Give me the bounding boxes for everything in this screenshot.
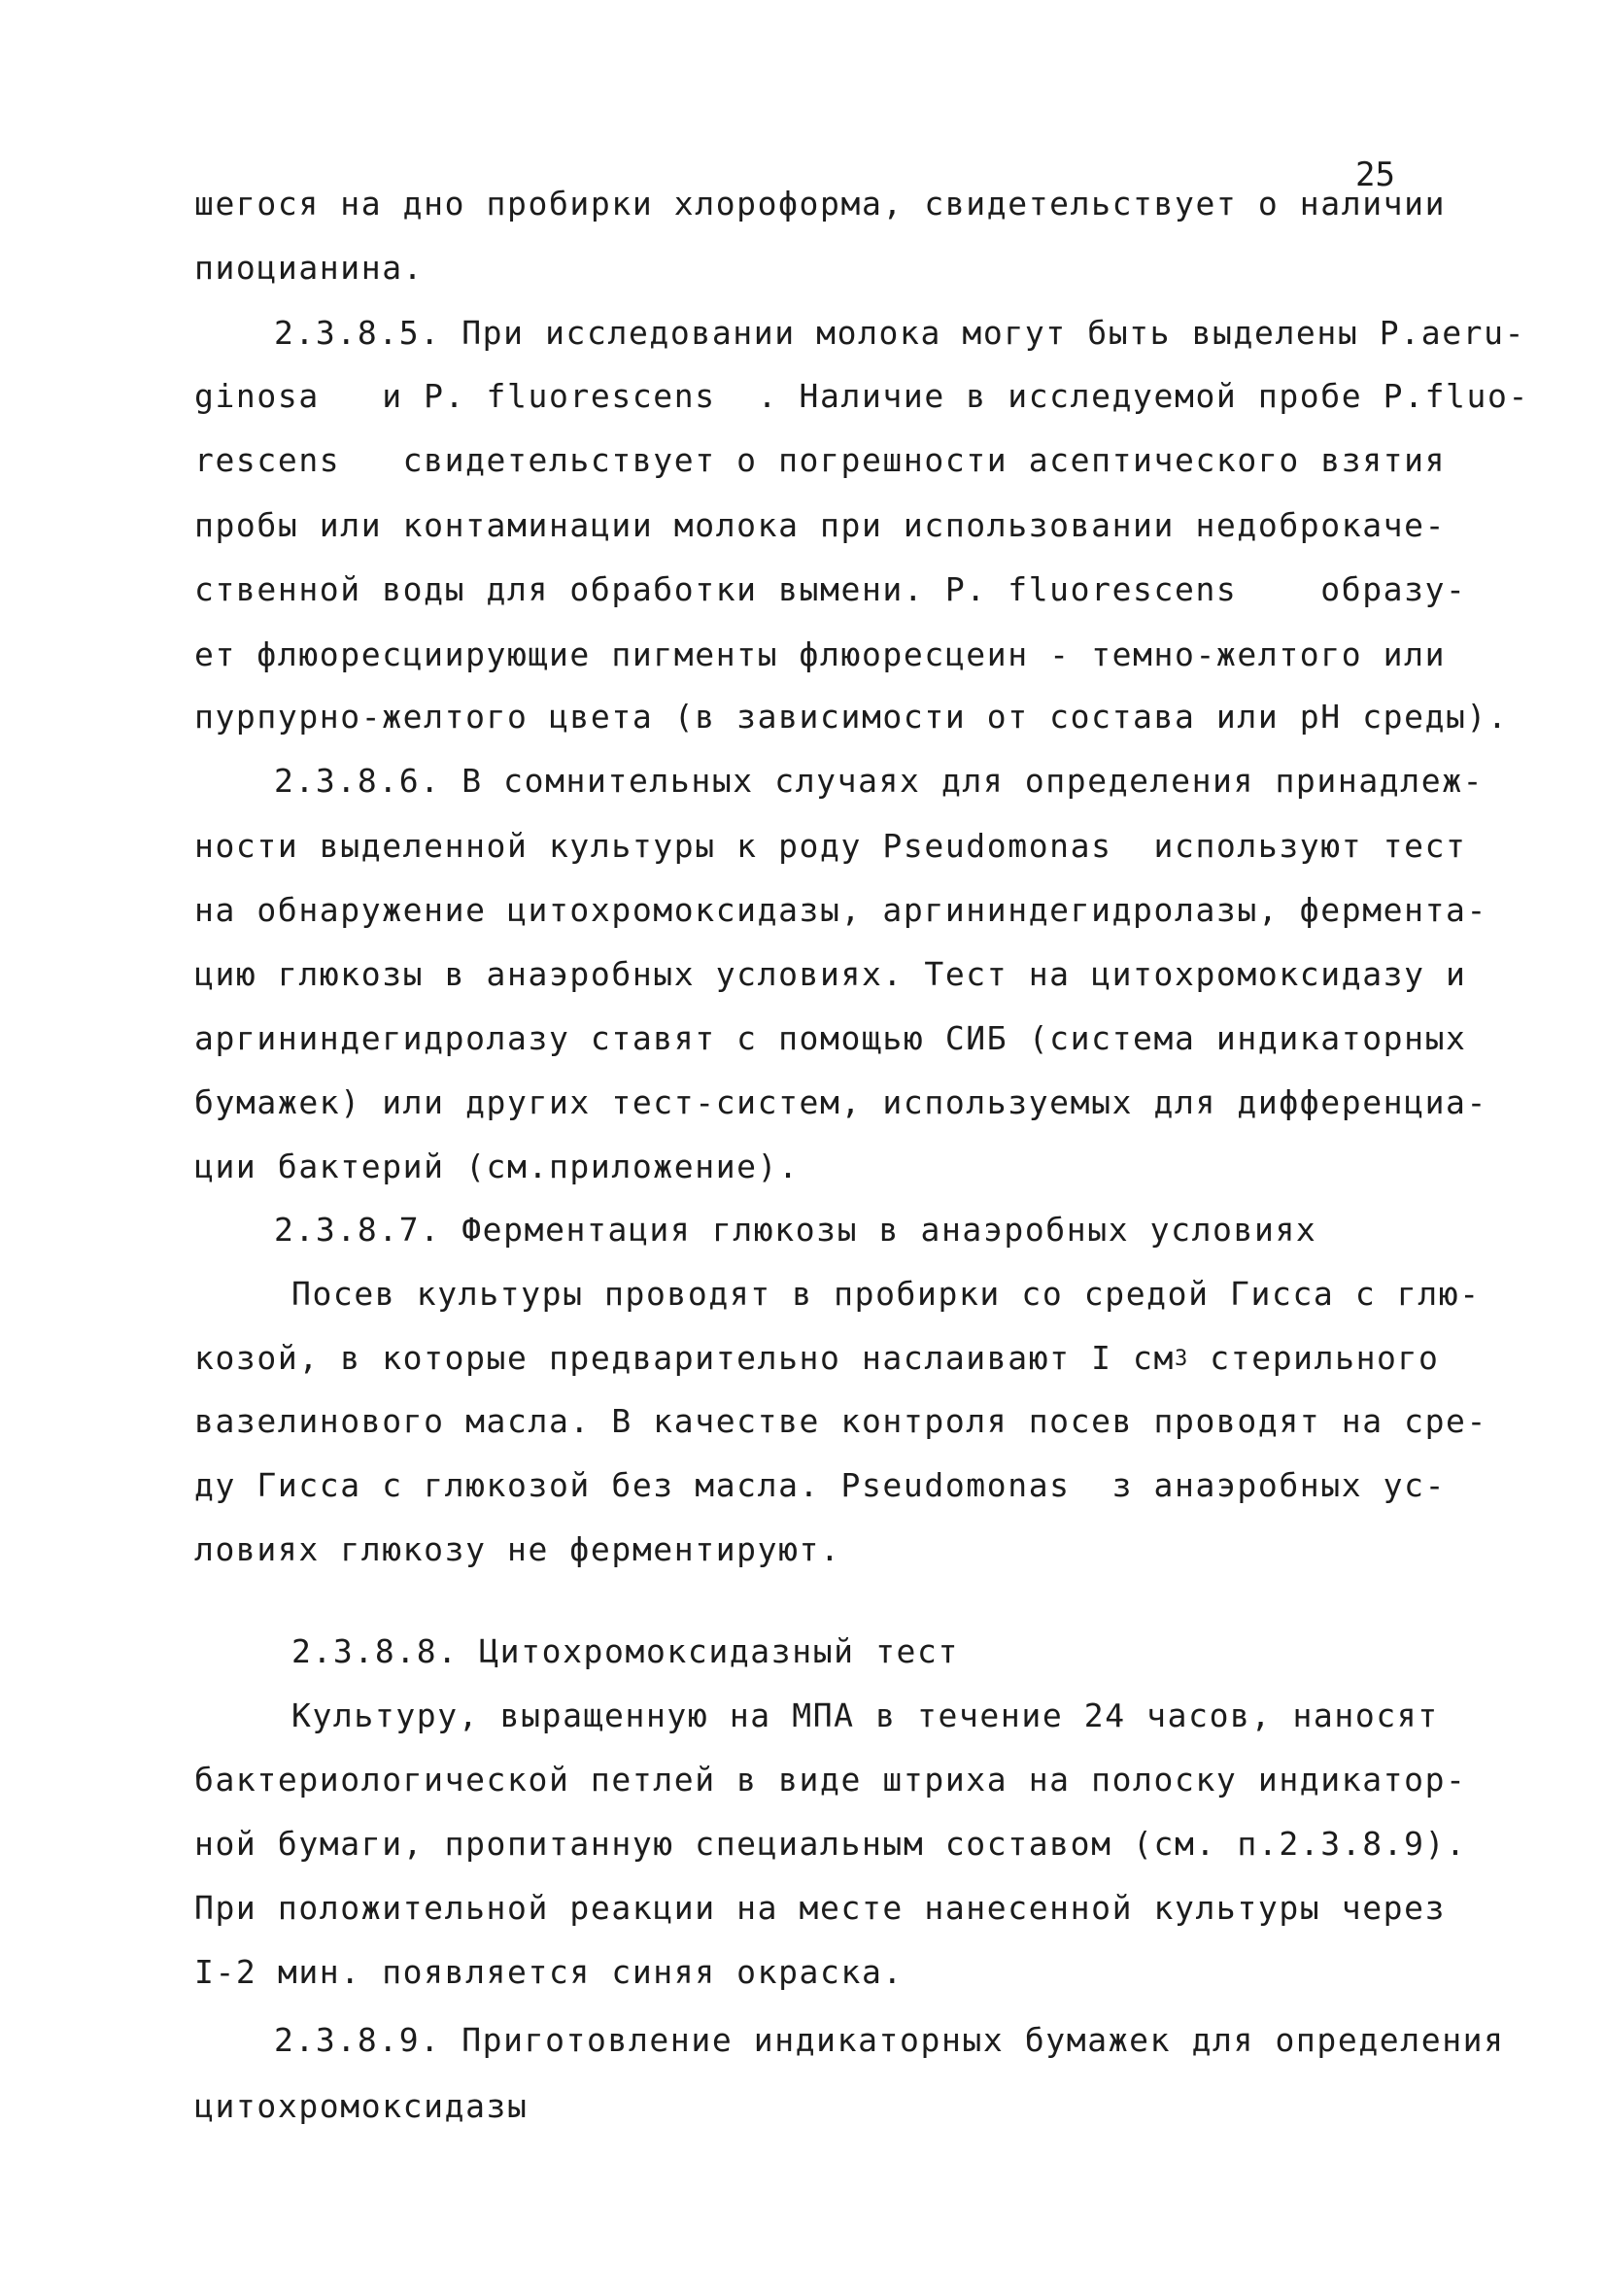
text-line: rescens свидетельствует о погрешности асептического взятия <box>194 441 1447 479</box>
text-line: бумажек) или других тест-систем, используемых для дифференциа- <box>194 1083 1487 1121</box>
text-line-with-superscript <box>194 1339 1439 1378</box>
text-line: вазелинового масла. В качестве контроля посев проводят на сре- <box>194 1402 1487 1440</box>
text-line: ловиях глюкозу не ферментируют. <box>194 1530 841 1568</box>
text-line: пиоцианина. <box>194 249 425 287</box>
text-line: ginosa и P. fluorescens . Наличие в исследуемой пробе P.fluo- <box>194 377 1529 415</box>
text-line: Посев культуры проводят в пробирки со средой Гисса с глю- <box>291 1275 1481 1313</box>
text-line: пурпурно-желтого цвета (в зависимости от состава или pH среды). <box>194 698 1509 736</box>
text-line: цитохромоксидазы <box>194 2087 529 2125</box>
superscript: 3 <box>1174 1347 1189 1371</box>
text-line: пробы или контаминации молока при использовании недоброкаче- <box>194 506 1447 544</box>
page-number: 25 <box>1355 155 1395 194</box>
text-line: ду Гисса с глюкозой без масла. Pseudomonas з анаэробных ус- <box>194 1466 1447 1504</box>
text-line: При положительной реакции на месте нанесенной культуры через <box>194 1889 1447 1927</box>
text-line: ственной воды для обработки вымени. P. fluorescens образу- <box>194 570 1467 608</box>
text-line: бактериологической петлей в виде штриха на полоску индикатор- <box>194 1761 1467 1799</box>
text-line: аргининдегидролазу ставят с помощью СИБ (система индикаторных <box>194 1019 1467 1057</box>
text-line: ной бумаги, пропитанную специальным составом (см. п.2.3.8.9). <box>194 1825 1467 1863</box>
text-line: I-2 мин. появляется синяя окраска. <box>194 1953 904 1991</box>
text-line: на обнаружение цитохромоксидазы, аргининдегидролазы, фермента- <box>194 891 1487 929</box>
paragraph-2-3-8-8-heading: 2.3.8.8. Цитохромоксидазный тест <box>291 1632 959 1670</box>
text-line: цию глюкозы в анаэробных условиях. Тест на цитохромоксидазу и <box>194 955 1467 993</box>
text-line: козой, в которые предварительно наслаивают I см <box>194 1339 1175 1377</box>
text-line: ет флюоресциирующие пигменты флюоресцеин - темно-желтого или <box>194 635 1447 673</box>
paragraph-2-3-8-7-heading: 2.3.8.7. Ферментация глюкозы в анаэробных условиях <box>274 1211 1317 1249</box>
text-line-tail: стерильного <box>1188 1339 1440 1377</box>
text-line: Культуру, выращенную на МПА в течение 24 часов, наносят <box>291 1696 1439 1734</box>
paragraph-2-3-8-9-heading: 2.3.8.9. Приготовление индикаторных бумажек для определения <box>274 2021 1505 2059</box>
paragraph-2-3-8-5: 2.3.8.5. При исследовании молока могут быть выделены P.aeru- <box>274 314 1526 352</box>
text-line: ции бактерий (см.приложение). <box>194 1148 800 1185</box>
paragraph-2-3-8-6: 2.3.8.6. В сомнительных случаях для определения принадлеж- <box>274 762 1485 800</box>
text-line: ности выделенной культуры к роду Pseudomonas используют тест <box>194 827 1467 865</box>
text-line: шегося на дно пробирки хлороформа, свидетельствует о наличии <box>194 185 1447 223</box>
